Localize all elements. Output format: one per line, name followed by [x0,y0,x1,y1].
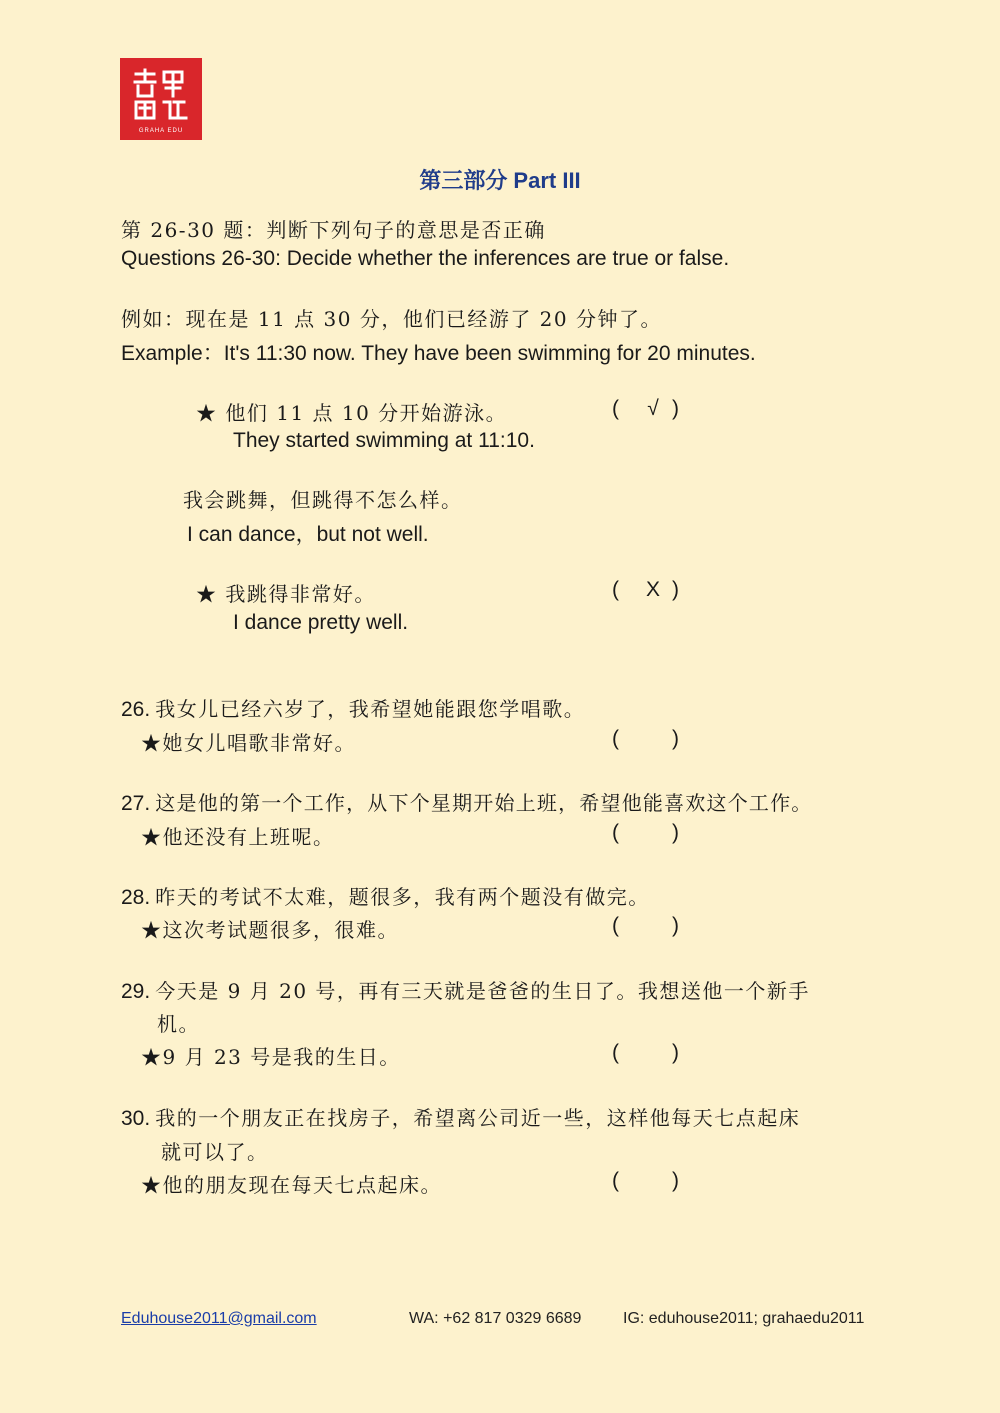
example2-en: I can dance，but not well. [187,523,429,546]
example-cn: 例如：现在是 11 点 30 分，他们已经游了 20 分钟了。 [121,307,662,331]
example2-cn: 我会跳舞，但跳得不怎么样。 [183,488,463,512]
footer-email-link[interactable]: Eduhouse2011@gmail.com [121,1310,317,1327]
question-26: 26. 我女儿已经六岁了，我希望她能跟您学唱歌。 [121,697,586,721]
question-28: 28. 昨天的考试不太难，题很多，我有两个题没有做完。 [121,885,650,909]
example-statement-cn: ★ 他们 11 点 10 分开始游泳。 [196,401,508,425]
logo [120,58,202,140]
instructions-en: Questions 26-30: Decide whether the inferences are true or false. [121,247,730,270]
question-29-statement: ★9 月 23 号是我的生日。 [141,1045,401,1069]
question-30-cont: 就可以了。 [161,1140,269,1164]
question-30-statement: ★他的朋友现在每天七点起床。 [141,1173,442,1197]
example2-statement-cn: ★ 我跳得非常好。 [196,582,376,606]
svg-text:GRAHA EDU: GRAHA EDU [138,128,184,134]
question-27: 27. 这是他的第一个工作，从下个星期开始上班，希望他能喜欢这个工作。 [121,791,813,815]
question-29-cont: 机。 [157,1012,200,1036]
example2-statement-en: I dance pretty well. [233,611,409,634]
page-title: 第三部分 Part III [419,168,581,193]
question-27-statement: ★他还没有上班呢。 [141,825,335,849]
question-28-statement: ★这次考试题很多，很难。 [141,918,399,942]
question-30: 30. 我的一个朋友正在找房子，希望离公司近一些，这样他每天七点起床 [121,1106,801,1130]
example-statement-en: They started swimming at 11:10. [233,429,535,452]
question-26-statement: ★她女儿唱歌非常好。 [141,731,356,755]
footer-instagram: IG: eduhouse2011; grahaedu2011 [623,1310,865,1327]
question-29: 29. 今天是 9 月 20 号，再有三天就是爸爸的生日了。我想送他一个新手 [121,979,810,1003]
example-en: Example：It's 11:30 now. They have been swimming for 20 minutes. [121,342,756,365]
logo-seal-icon [120,58,202,140]
instructions-cn: 第 26-30 题：判断下列句子的意思是否正确 [121,218,546,242]
footer-whatsapp: WA: +62 817 0329 6689 [409,1310,582,1327]
